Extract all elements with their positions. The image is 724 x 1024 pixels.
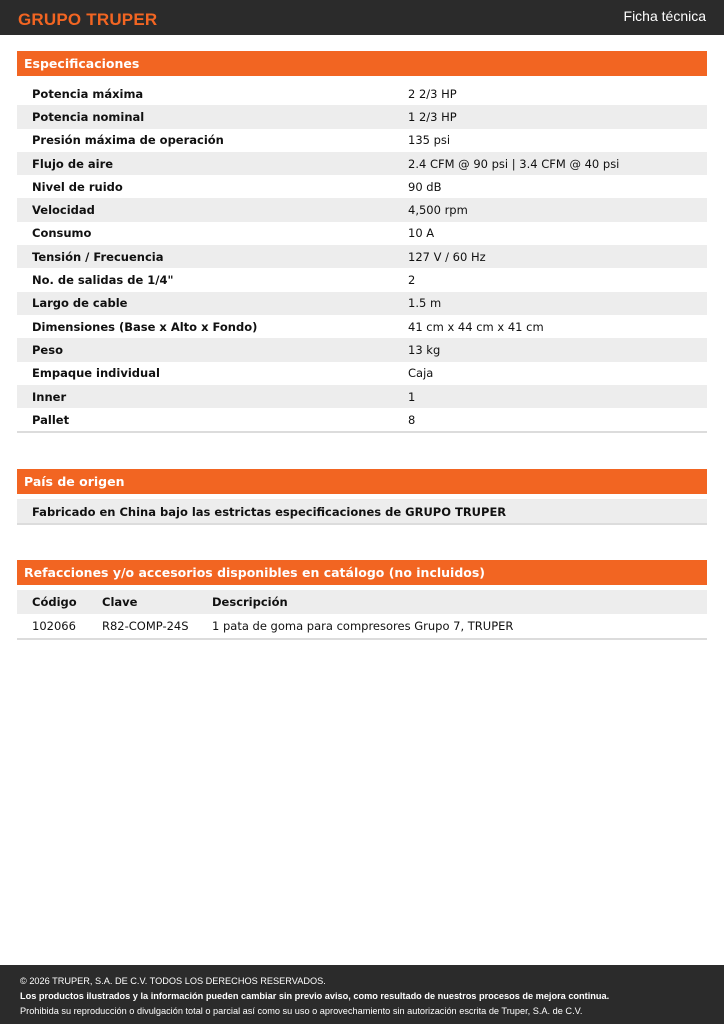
spec-row [17,362,707,385]
spec-label: Consumo [32,226,92,241]
column-header-description: Descripción [212,595,288,609]
spec-value: 1.5 m [408,296,442,311]
column-header-code: Código [32,595,77,609]
table-row [17,614,707,638]
spec-row [17,105,707,128]
specs-table [17,82,707,433]
spec-label: Dimensiones (Base x Alto x Fondo) [32,319,258,334]
spec-label: Potencia nominal [32,109,145,124]
footer-prohibition: Prohibida su reproducción o divulgación total o parcial así como su uso o aprovechamiento sin autorización escrita de Truper, S.A. de C.V. [20,1006,583,1016]
spec-label: Pallet [32,412,70,427]
spec-value: 2.4 CFM @ 90 psi | 3.4 CFM @ 40 psi [408,156,620,171]
spec-label: Empaque individual [32,366,160,381]
spec-value: 10 A [408,226,435,241]
spec-value: 2 [408,273,416,288]
column-header-key: Clave [102,595,138,609]
spec-value: 1 2/3 HP [408,109,457,124]
spec-row [17,315,707,338]
spec-value: 13 kg [408,342,441,357]
spec-value: 90 dB [408,179,442,194]
spec-row [17,408,707,431]
top-header-bar [0,0,724,35]
spec-label: Inner [32,389,67,404]
part-code: 102066 [32,619,76,633]
parts-table [17,590,707,640]
part-description: 1 pata de goma para compresores Grupo 7, TRUPER [212,619,514,633]
spec-label: No. de salidas de 1/4" [32,273,174,288]
spec-row [17,245,707,268]
spec-row [17,129,707,152]
spec-row [17,385,707,408]
origin-text: Fabricado en China bajo las estrictas especificaciones de GRUPO TRUPER [17,499,707,525]
part-key: R82-COMP-24S [102,619,189,633]
footer-copyright: © 2026 TRUPER, S.A. DE C.V. TODOS LOS DERECHOS RESERVADOS. [20,976,326,986]
specs-section-header: Especificaciones [17,51,707,76]
spec-label: Velocidad [32,203,95,218]
spec-label: Peso [32,342,63,357]
spec-row [17,82,707,105]
brand-logo: GRUPO TRUPER [18,10,158,29]
footer-notice: Los productos ilustrados y la información pueden cambiar sin previo aviso, como resultado de nuestros procesos de mejora continua. [20,991,610,1001]
spec-row [17,338,707,361]
spec-label: Flujo de aire [32,156,114,171]
document-type-label: Ficha técnica [623,8,706,24]
spec-value: 41 cm x 44 cm x 41 cm [408,319,544,334]
parts-table-header [17,590,707,614]
spec-row [17,222,707,245]
spec-row [17,175,707,198]
spec-row [17,198,707,221]
page-footer [0,965,724,1024]
spec-value: 4,500 rpm [408,203,468,218]
spec-label: Tensión / Frecuencia [32,249,164,264]
spec-value: 135 psi [408,133,451,148]
spec-value: Caja [408,366,434,381]
spec-value: 8 [408,412,416,427]
spec-row [17,152,707,175]
spec-value: 127 V / 60 Hz [408,249,486,264]
spec-row [17,268,707,291]
spec-value: 1 [408,389,416,404]
spec-value: 2 2/3 HP [408,86,457,101]
parts-section-header: Refacciones y/o accesorios disponibles en catálogo (no incluidos) [17,560,707,585]
spec-label: Nivel de ruido [32,179,123,194]
origin-section-header: País de origen [17,469,707,494]
spec-label: Largo de cable [32,296,128,311]
spec-row [17,292,707,315]
spec-label: Presión máxima de operación [32,133,224,148]
spec-label: Potencia máxima [32,86,144,101]
